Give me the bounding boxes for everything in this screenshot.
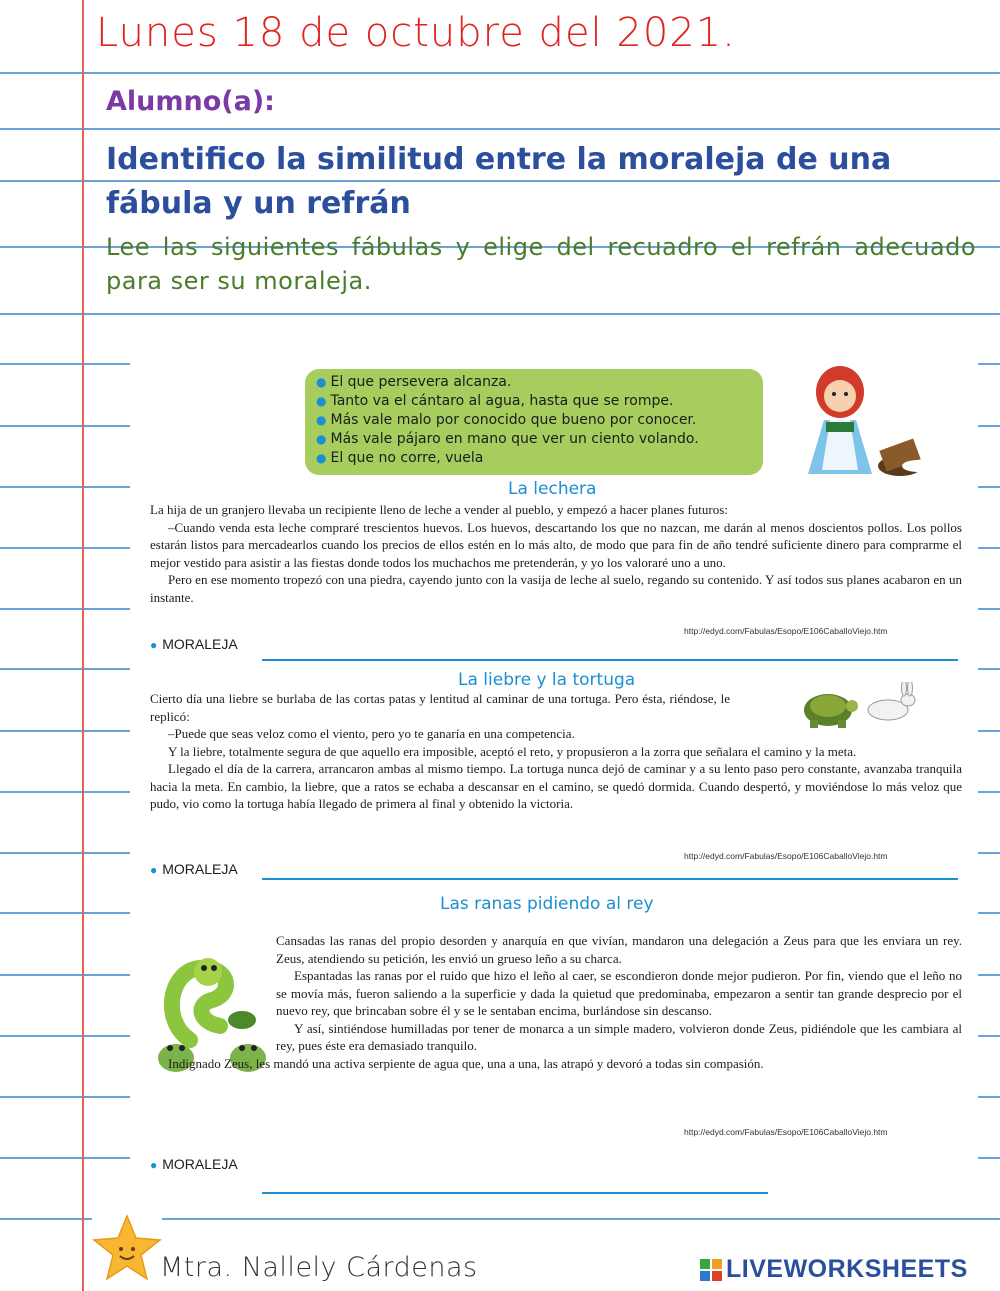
teacher-name: Mtra. Nallely Cárdenas <box>160 1252 478 1283</box>
story-text <box>150 501 962 606</box>
options-list <box>316 373 699 468</box>
story-paragraph: Cansadas las ranas del propio desorden y anarquía en que vivían, mandaron una delegación a Zeus para que les enviara un rey. Zeus, atendiendo su petición, les envió un grueso leño a su charca. <box>276 933 962 966</box>
student-label: Alumno(a): <box>106 86 275 117</box>
option-item: ● Más vale pájaro en mano que ver un ciento volando. <box>316 430 699 449</box>
option-item: ● El que persevera alcanza. <box>316 373 699 392</box>
story-paragraph: Y así, sintiéndose humilladas por tener de monarca a un simple madero, volvieron donde Zeus, pidiéndole que les cambiara al rey, pues éste era demasiado tranquilo. <box>276 1020 962 1053</box>
story-title: La lechera <box>508 479 597 499</box>
option-item: ● El que no corre, vuela <box>316 449 699 468</box>
instructions-text: Lee las siguientes fábulas y elige del recuadro el refrán adecuado para ser su moraleja. <box>106 233 976 295</box>
moraleja-answer-line[interactable] <box>262 878 958 880</box>
moraleja-answer-line[interactable] <box>262 659 958 661</box>
story-title: Las ranas pidiendo al rey <box>440 894 654 914</box>
option-item: ● Más vale malo por conocido que bueno por conocer. <box>316 411 699 430</box>
star-icon <box>92 1213 162 1283</box>
milkmaid-illustration <box>800 362 940 484</box>
objective-title: Identifico la similitud entre la moraleja de una fábula y un refrán <box>106 142 892 221</box>
source-url: http://edyd.com/Fabulas/Esopo/E106CaballoViejo.htm <box>684 851 888 861</box>
source-url: http://edyd.com/Fabulas/Esopo/E106CaballoViejo.htm <box>684 1127 888 1137</box>
liveworksheets-brand[interactable]: LIVEWORKSHEETS <box>726 1255 968 1283</box>
liveworksheets-logo-icon <box>700 1259 722 1281</box>
story-title: La liebre y la tortuga <box>458 670 636 690</box>
source-url: http://edyd.com/Fabulas/Esopo/E106CaballoViejo.htm <box>684 626 888 636</box>
date-heading: Lunes 18 de octubre del 2021. <box>96 10 736 56</box>
ruled-line <box>0 128 1000 130</box>
story-paragraph: –Cuando venda esta leche compraré trescientos huevos. Los huevos, descartando los que no nazcan, me darán al menos doscientos pollos. Los pollos estarán listos para mercadearlos cuando los precios de ellos estén en lo más alto, de modo que para fin de año tendré suficiente dinero para comprarme el mejor vestido para asistir a las fiestas donde todos los muchachos me pretenderán, y yo los valoraré uno a uno. <box>150 519 962 570</box>
moraleja-label: ● MORALEJA <box>150 1156 238 1172</box>
story-paragraph: Llegado el día de la carrera, arrancaron ambas al mismo tiempo. La tortuga nunca dejó de caminar y a su lento paso pero constante, avanzaba tranquila hacia la meta. En cambio, la liebre, que a ratos se echaba a descansar en el camino, se quedó dormida. Cuando despertó, y moviéndose lo más veloz que pudo, vio como la tortuga había llegado de primera al final y obtenido la victoria. <box>150 761 962 811</box>
story-paragraph: La hija de un granjero llevaba un recipiente lleno de leche a vender al pueblo, y empezó a hacer planes futuros: <box>150 502 728 517</box>
story-paragraph: Espantadas las ranas por el ruido que hizo el leño al caer, se escondieron donde mejor pudieron. Por fin, viendo que el leño no se movía más, fueron saliendo a la superficie y dada la quietud que predominaba, empezaron a sentir tan grande desprecio por el nuevo rey, que brincaban sobre él y se le sentaban encima, burlándose sin descanso. <box>276 968 962 1018</box>
story-text <box>150 932 962 1072</box>
ruled-line <box>0 313 1000 315</box>
story-text <box>150 690 962 813</box>
ruled-line <box>0 72 1000 74</box>
moraleja-label: ● MORALEJA <box>150 861 238 877</box>
story-paragraph: –Puede que seas veloz como el viento, pero yo te ganaría en una competencia. <box>168 726 575 741</box>
moraleja-label: ● MORALEJA <box>150 636 238 652</box>
margin-line <box>82 0 84 1291</box>
moraleja-answer-line[interactable] <box>262 1192 768 1194</box>
story-paragraph: Indignado Zeus, les mandó una activa serpiente de agua que, una a una, las atrapó y devoró a todas sin compasión. <box>168 1055 764 1071</box>
story-paragraph: Y la liebre, totalmente segura de que aquello era imposible, aceptó el reto, y propusieron a la zorra que señalara el camino y la meta. <box>168 743 857 759</box>
option-item: ● Tanto va el cántaro al agua, hasta que se rompe. <box>316 392 699 411</box>
story-paragraph: Cierto día una liebre se burlaba de las cortas patas y lentitud al caminar de una tortuga. Pero ésta, riéndose, le replicó: <box>150 691 730 724</box>
story-paragraph: Pero en ese momento tropezó con una piedra, cayendo junto con la vasija de leche al suelo, regando su contenido. Y así todos sus planes acabaron en un instante. <box>150 572 962 605</box>
